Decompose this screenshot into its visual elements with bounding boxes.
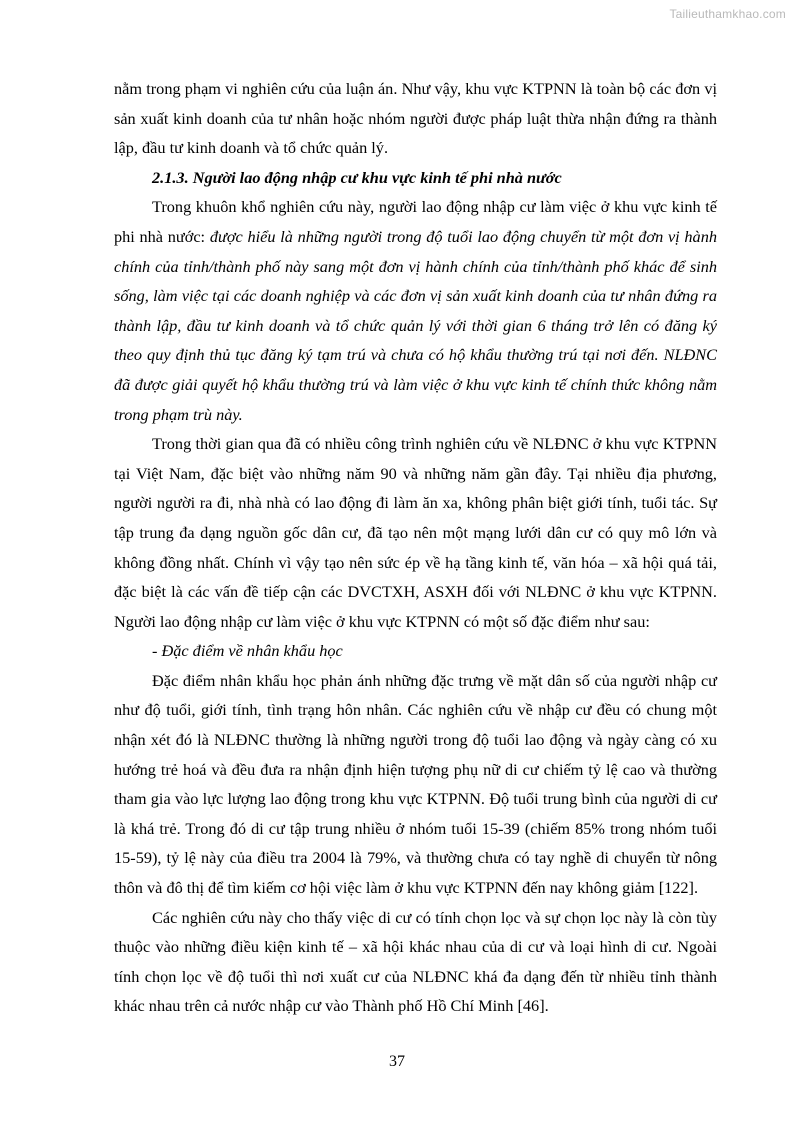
- paragraph-research: Trong thời gian qua đã có nhiều công trình nghiên cứu về NLĐNC ở khu vực KTPNN tại Việt Nam, đặc biệt vào những năm 90 và những năm gần đây. Tại nhiều địa phương, người người ra đi, nhà nhà có lao động đi làm ăn xa, không phân biệt giới tính, tuổi tác. Sự tập trung đa dạng nguồn gốc dân cư, đã tạo nên một mạng lưới dân cư có quy mô lớn và không đồng nhất. Chính vì vậy tạo nên sức ép về hạ tầng kinh tế, văn hóa – xã hội quá tải, đặc biệt là các vấn đề tiếp cận các DVCTXH, ASXH đối với NLĐNC ở khu vực KTPNN. Người lao động nhập cư làm việc ở khu vực KTPNN có một số đặc điểm như sau:: [114, 434, 717, 631]
- paragraph-selection: Các nghiên cứu này cho thấy việc di cư có tính chọn lọc và sự chọn lọc này là còn tùy thuộc vào những điều kiện kinh tế – xã hội khác nhau của di cư và loại hình di cư. Ngoài tính chọn lọc về độ tuổi thì nơi xuất cư của NLĐNC khá đa dạng đến từ nhiều tỉnh thành khác nhau trên cả nước nhập cư vào Thành phố Hồ Chí Minh [46].: [114, 907, 717, 1016]
- paragraph-definition: [114, 192, 717, 429]
- paragraph-continuation: nằm trong phạm vi nghiên cứu của luận án. Như vậy, khu vực KTPNN là toàn bộ các đơn vị sản xuất kinh doanh của tư nhân hoặc nhóm người được pháp luật thừa nhận đứng ra thành lập, đầu tư kinh doanh và tổ chức quản lý.: [114, 79, 717, 158]
- definition-italic: được hiểu là những người trong độ tuổi lao động chuyển từ một đơn vị hành chính của tỉnh/thành phố này sang một đơn vị hành chính của tỉnh/thành phố khác để sinh sống, làm việc tại các doanh nghiệp và các đơn vị sản xuất kinh doanh của tư nhân đứng ra thành lập, đầu tư kinh doanh và tổ chức quản lý với thời gian 6 tháng trở lên có đăng ký theo quy định thủ tục đăng ký tạm trú và chưa có hộ khẩu thường trú tại nơi đến. NLĐNC đã được giải quyết hộ khẩu thường trú và làm việc ở khu vực kinh tế chính thức không nằm trong phạm trù này.: [114, 226, 717, 424]
- subheading-demographics: - Đặc điểm về nhân khẩu học: [152, 641, 343, 661]
- document-body: [114, 74, 717, 1021]
- paragraph-demographics: Đặc điểm nhân khẩu học phản ánh những đặc trưng về mặt dân số của người nhập cư như độ tuổi, giới tính, tình trạng hôn nhân. Các nghiên cứu về nhập cư đều có chung một nhận xét đó là NLĐNC thường là những người trong độ tuổi lao động và ngày càng có xu hướng trẻ hoá và đều đưa ra nhận định hiện tượng phụ nữ di cư chiếm tỷ lệ cao và thường tham gia vào lực lượng lao động trong khu vực KTPNN. Độ tuổi trung bình của người di cư là khá trẻ. Trong đó di cư tập trung nhiều ở nhóm tuổi 15-39 (chiếm 85% trong nhóm tuổi 15-59), tỷ lệ này của điều tra 2004 là 79%, và thường chưa có tay nghề di chuyển từ nông thôn và đô thị để tìm kiếm cơ hội việc làm ở khu vực KTPNN đến nay không giảm [122].: [114, 670, 717, 898]
- watermark: Tailieuthamkhao.com: [669, 7, 786, 21]
- section-heading: 2.1.3. Người lao động nhập cư khu vực kinh tế phi nhà nước: [152, 167, 562, 187]
- page-number: 37: [389, 1053, 405, 1070]
- definition-lead: Trong khuôn khổ nghiên cứu này, người lao động nhập cư làm việc ở khu vực kinh tế phi nhà nước:: [114, 197, 717, 246]
